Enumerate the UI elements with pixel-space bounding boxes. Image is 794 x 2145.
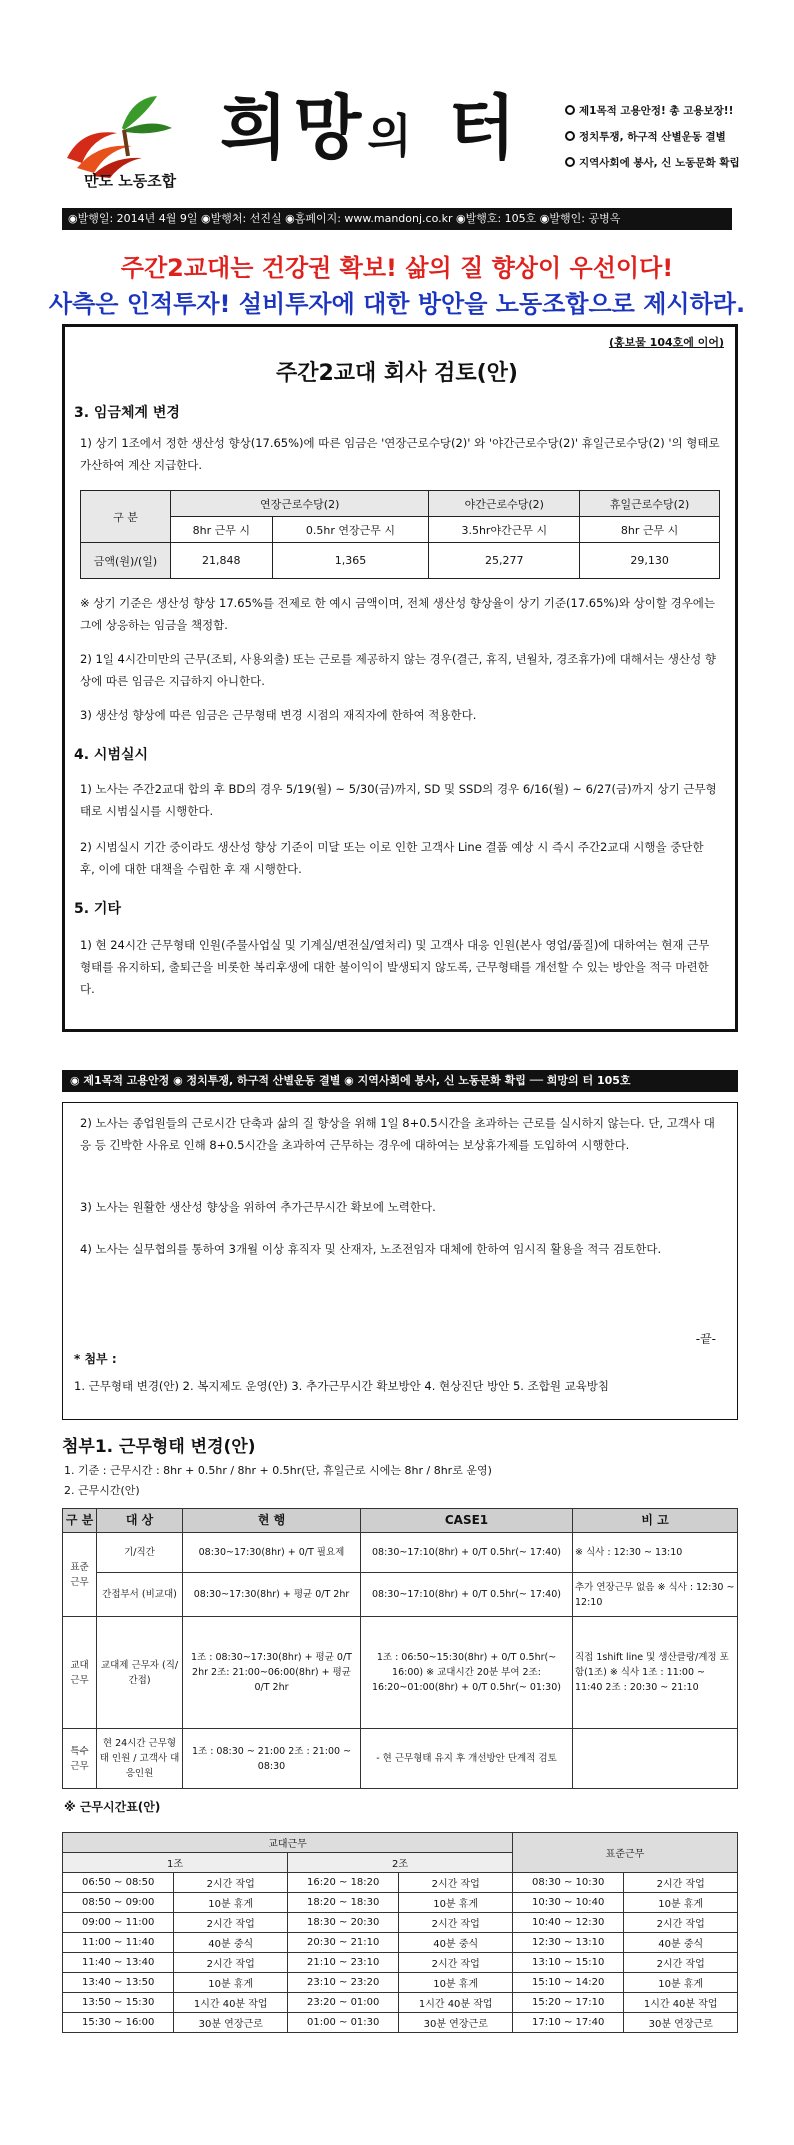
table-cell: 2시간 작업 <box>624 1873 738 1893</box>
paragraph-note: ※ 상기 기준은 생산성 향상 17.65%를 전제로 한 예시 금액이며, 전체 생산성 향상율이 상기 기준(17.65%)와 상이할 경우에는 그에 상응하는 임금을 책정함. <box>80 596 716 632</box>
table-cell: 특수 근무 <box>63 1729 97 1789</box>
table-subheader: 8hr 근무 시 <box>171 517 273 543</box>
paragraph: 3) 생산성 향상에 따른 임금은 근무형태 변경 시점의 재직자에 한하여 적용한다. <box>80 708 477 722</box>
section-heading: 5. 기타 <box>74 901 121 917</box>
table-cell: 2시간 작업 <box>399 1873 513 1893</box>
table-cell: 30분 연장근로 <box>399 2013 513 2033</box>
headline-primary: 주간2교대는 건강권 확보! 삶의 질 향상이 우선이다! <box>120 254 674 282</box>
table-subheader: 8hr 근무 시 <box>580 517 720 543</box>
bullet-icon <box>565 131 575 141</box>
table-cell: 06:50 ~ 08:50 <box>63 1873 174 1893</box>
newsletter-title: 희망의 터 <box>220 87 522 169</box>
table-cell: 29,130 <box>580 543 720 579</box>
table-header: 표준근무 <box>512 1833 737 1873</box>
table-cell: 2시간 작업 <box>174 1873 288 1893</box>
table-cell: 10분 휴게 <box>624 1973 738 1993</box>
table-cell: 18:20 ~ 18:30 <box>287 1893 398 1913</box>
table-cell: 40분 중식 <box>399 1933 513 1953</box>
table-cell: 10:40 ~ 12:30 <box>512 1913 623 1933</box>
paragraph: 2) 시범실시 기간 중이라도 생산성 향상 기준이 미달 또는 이로 인한 고객사 Line 결품 예상 시 즉시 주간2교대 시행을 중단한 후, 이에 대한 대책을 수립한 후 재 시행한다. <box>80 840 704 876</box>
headline-secondary: 사측은 인적투자! 설비투자에 대한 방안을 노동조합으로 제시하라. <box>48 290 746 318</box>
table-row <box>63 1913 738 1933</box>
table-cell: ※ 식사 : 12:30 ~ 13:10 <box>573 1533 738 1573</box>
table-cell: 40분 중식 <box>174 1933 288 1953</box>
table-header: 교대근무 <box>63 1833 513 1853</box>
table-cell: 교대 근무 <box>63 1617 97 1729</box>
table-cell <box>573 1729 738 1789</box>
table-cell: 08:30~17:10(8hr) + 0/T 0.5hr(~ 17:40) <box>361 1573 573 1617</box>
wage-table <box>80 490 720 579</box>
table-cell: - 현 근무형태 유지 후 개선방안 단계적 검토 <box>361 1729 573 1789</box>
table-header: 1조 <box>63 1853 288 1873</box>
table-header: 구 분 <box>81 491 171 543</box>
table-cell: 08:30 ~ 10:30 <box>512 1873 623 1893</box>
table-row <box>63 2013 738 2033</box>
paragraph: 3) 노사는 원활한 생산성 향상을 위하여 추가근무시간 확보에 노력한다. <box>80 1200 436 1214</box>
table-cell: 기/직간 <box>97 1533 183 1573</box>
table-cell: 간접부서 (비교대) <box>97 1573 183 1617</box>
slogan-item: 지역사회에 봉사, 신 노동문화 확립 <box>565 150 785 176</box>
table-cell: 1조 : 06:50~15:30(8hr) + 0/T 0.5hr(~ 16:00) ※ 교대시간 20분 부여 2조: 16:20~01:00(8hr) + 0/T 0.5hr(~ 01:30) <box>361 1617 573 1729</box>
attachment-list: 1. 근무형태 변경(안) 2. 복지제도 운영(안) 3. 추가근무시간 확보방안 4. 현상진단 방안 5. 조합원 교육방침 <box>74 1379 610 1393</box>
table-cell: 11:40 ~ 13:40 <box>63 1953 174 1973</box>
table-header: 휴일근로수당(2) <box>580 491 720 517</box>
publication-bar: ◉발행일: 2014년 4월 9일 ◉발행처: 선진실 ◉홈페이지: www.mandonj.co.kr ◉발행호: 105호 ◉발행인: 공병옥 <box>62 208 732 230</box>
table-cell: 30분 연장근로 <box>624 2013 738 2033</box>
table-cell: 21,848 <box>171 543 273 579</box>
table-subheader: 0.5hr 연장근무 시 <box>272 517 429 543</box>
table-header: 야간근로수당(2) <box>429 491 580 517</box>
table-cell: 1시간 40분 작업 <box>174 1993 288 2013</box>
paragraph: 2) 노사는 종업원들의 근로시간 단축과 삶의 질 향상을 위해 1일 8+0.5시간을 초과하는 근로를 실시하지 않는다. 단, 고객사 대응 등 긴박한 사유로 인해 8+0.5시간을 초과하여 근무하는 경우에 대하여는 보상휴가제를 도입하여 시행한다. <box>80 1116 715 1152</box>
table-cell: 08:30~17:10(8hr) + 0/T 0.5hr(~ 17:40) <box>361 1533 573 1573</box>
table-cell: 10:30 ~ 10:40 <box>512 1893 623 1913</box>
table-cell: 01:00 ~ 01:30 <box>287 2013 398 2033</box>
table-cell: 13:40 ~ 13:50 <box>63 1973 174 1993</box>
attachment-title: 첨부1. 근무형태 변경(안) <box>62 1437 256 1457</box>
table-cell: 08:30~17:30(8hr) + 평균 0/T 2hr <box>183 1573 361 1617</box>
table-row-label: 금액(원)/(일) <box>81 543 171 579</box>
org-name: 만도 노동조합 <box>84 172 177 190</box>
table-cell: 추가 연장근무 없음 ※ 식사 : 12:30 ~ 12:10 <box>573 1573 738 1617</box>
paragraph: 4) 노사는 실무협의를 통하여 3개월 이상 휴직자 및 산재자, 노조전임자 대체에 한하여 임시직 활용을 적극 검토한다. <box>80 1242 662 1256</box>
article-title: 주간2교대 회사 검토(안) <box>275 361 518 386</box>
section-heading: 4. 시범실시 <box>74 747 149 763</box>
table-header: 2조 <box>287 1853 512 1873</box>
table-cell: 17:10 ~ 17:40 <box>512 2013 623 2033</box>
table-cell: 2시간 작업 <box>624 1913 738 1933</box>
table-cell: 12:30 ~ 13:10 <box>512 1933 623 1953</box>
table-cell: 10분 휴게 <box>174 1893 288 1913</box>
work-schedule-table <box>62 1508 738 1789</box>
table-cell: 2시간 작업 <box>174 1913 288 1933</box>
end-mark: -끝- <box>695 1332 716 1346</box>
paragraph: 1) 노사는 주간2교대 합의 후 BD의 경우 5/19(월) ~ 5/30(금)까지, SD 및 SSD의 경우 6/16(월) ~ 6/27(금)까지 상기 근무형태로 시범실시를 시행한다. <box>80 782 717 818</box>
table-header: 대 상 <box>97 1509 183 1533</box>
table-cell: 23:10 ~ 23:20 <box>287 1973 398 1993</box>
table-header: 연장근로수당(2) <box>171 491 429 517</box>
table-header: 비 고 <box>573 1509 738 1533</box>
paragraph: 2) 1일 4시간미만의 근무(조퇴, 사용외출) 또는 근로를 제공하지 않는 경우(결근, 휴직, 년월차, 경조휴가)에 대해서는 생산성 향상에 따른 임금은 지급하지 아니한다. <box>80 652 716 688</box>
shift-timetable <box>62 1832 738 2033</box>
attachment-line: 2. 근무시간(안) <box>64 1484 140 1497</box>
table-cell: 30분 연장근로 <box>174 2013 288 2033</box>
table-cell: 11:00 ~ 11:40 <box>63 1933 174 1953</box>
slogan-list <box>565 98 785 176</box>
table-cell: 13:10 ~ 15:10 <box>512 1953 623 1973</box>
paragraph: 1) 현 24시간 근무형태 인원(주물사업실 및 기계실/변전실/열처리) 및 고객사 대응 인원(본사 영업/품질)에 대하여는 현재 근무형태를 유지하되, 출퇴근을 비롯한 복리후생에 대한 불이익이 발생되지 않도록, 근무형태를 개선할 수 있는 방안을 적극 마련한다. <box>80 938 710 996</box>
table-row <box>63 1873 738 1893</box>
attachment-line: 1. 기준 : 근무시간 : 8hr + 0.5hr / 8hr + 0.5hr(단, 휴일근로 시에는 8hr / 8hr로 운영) <box>64 1464 492 1477</box>
attachment-label: * 첨부 : <box>74 1352 117 1366</box>
bullet-icon <box>565 157 575 167</box>
table-subheader: 3.5hr야간근무 시 <box>429 517 580 543</box>
paragraph: 1) 상기 1조에서 정한 생산성 향상(17.65%)에 따른 임금은 '연장근로수당(2)' 와 '야간근로수당(2)' 휴일근로수당(2) '의 형태로 가산하여 계산 지급한다. <box>80 436 720 472</box>
table-row <box>63 1933 738 1953</box>
table-cell: 1,365 <box>272 543 429 579</box>
table-cell: 40분 중식 <box>624 1933 738 1953</box>
union-logo <box>62 88 182 178</box>
page-header-strip: ◉ 제1목적 고용안정 ◉ 정치투쟁, 하구적 산별운동 결별 ◉ 지역사회에 봉사, 신 노동문화 확립 ── 희망의 터 105호 <box>62 1070 738 1092</box>
table-cell: 1시간 40분 작업 <box>624 1993 738 2013</box>
table-cell: 20:30 ~ 21:10 <box>287 1933 398 1953</box>
table-cell: 현 24시간 근무형태 인원 / 고객사 대응인원 <box>97 1729 183 1789</box>
table-row <box>63 1893 738 1913</box>
table-header: 구 분 <box>63 1509 97 1533</box>
bullet-icon <box>565 105 575 115</box>
table-cell: 15:20 ~ 17:10 <box>512 1993 623 2013</box>
slogan-item: 정치투쟁, 하구적 산별운동 결별 <box>565 124 785 150</box>
table-cell: 08:30~17:30(8hr) + 0/T 필요제 <box>183 1533 361 1573</box>
table-cell: 직접 1shift line 및 생산클랑/계정 포함(1조) ※ 식사 1조 : 11:00 ~ 11:40 2조 : 20:30 ~ 21:10 <box>573 1617 738 1729</box>
table-cell: 10분 휴게 <box>624 1893 738 1913</box>
table-cell: 21:10 ~ 23:10 <box>287 1953 398 1973</box>
table-header: CASE1 <box>361 1509 573 1533</box>
schedule-title: ※ 근무시간표(안) <box>64 1800 161 1814</box>
table-cell: 10분 휴게 <box>399 1973 513 1993</box>
slogan-item: 제1목적 고용안정! 총 고용보장!! <box>565 98 785 124</box>
table-header: 현 행 <box>183 1509 361 1533</box>
table-cell: 2시간 작업 <box>399 1953 513 1973</box>
table-cell: 13:50 ~ 15:30 <box>63 1993 174 2013</box>
table-cell: 15:10 ~ 14:20 <box>512 1973 623 1993</box>
table-cell: 10분 휴게 <box>399 1893 513 1913</box>
table-cell: 16:20 ~ 18:20 <box>287 1873 398 1893</box>
table-cell: 2시간 작업 <box>174 1953 288 1973</box>
table-cell: 18:30 ~ 20:30 <box>287 1913 398 1933</box>
table-row <box>63 1953 738 1973</box>
table-cell: 2시간 작업 <box>399 1913 513 1933</box>
table-cell: 교대제 근무자 (직/간접) <box>97 1617 183 1729</box>
table-cell: 15:30 ~ 16:00 <box>63 2013 174 2033</box>
section-heading: 3. 임금체계 변경 <box>74 405 180 421</box>
table-cell: 1시간 40분 작업 <box>399 1993 513 2013</box>
table-row <box>63 1973 738 1993</box>
table-cell: 09:00 ~ 11:00 <box>63 1913 174 1933</box>
table-cell: 10분 휴게 <box>174 1973 288 1993</box>
table-cell: 2시간 작업 <box>624 1953 738 1973</box>
table-row <box>63 1993 738 2013</box>
timetable-body <box>63 1873 738 2033</box>
table-cell: 23:20 ~ 01:00 <box>287 1993 398 2013</box>
table-cell: 1조 : 08:30~17:30(8hr) + 평균 0/T 2hr 2조: 21:00~06:00(8hr) + 평균 0/T 2hr <box>183 1617 361 1729</box>
continued-note: (홍보물 104호에 이어) <box>608 336 724 349</box>
table-cell: 25,277 <box>429 543 580 579</box>
table-cell: 1조 : 08:30 ~ 21:00 2조 : 21:00 ~ 08:30 <box>183 1729 361 1789</box>
table-cell: 표준 근무 <box>63 1533 97 1617</box>
table-cell: 08:50 ~ 09:00 <box>63 1893 174 1913</box>
